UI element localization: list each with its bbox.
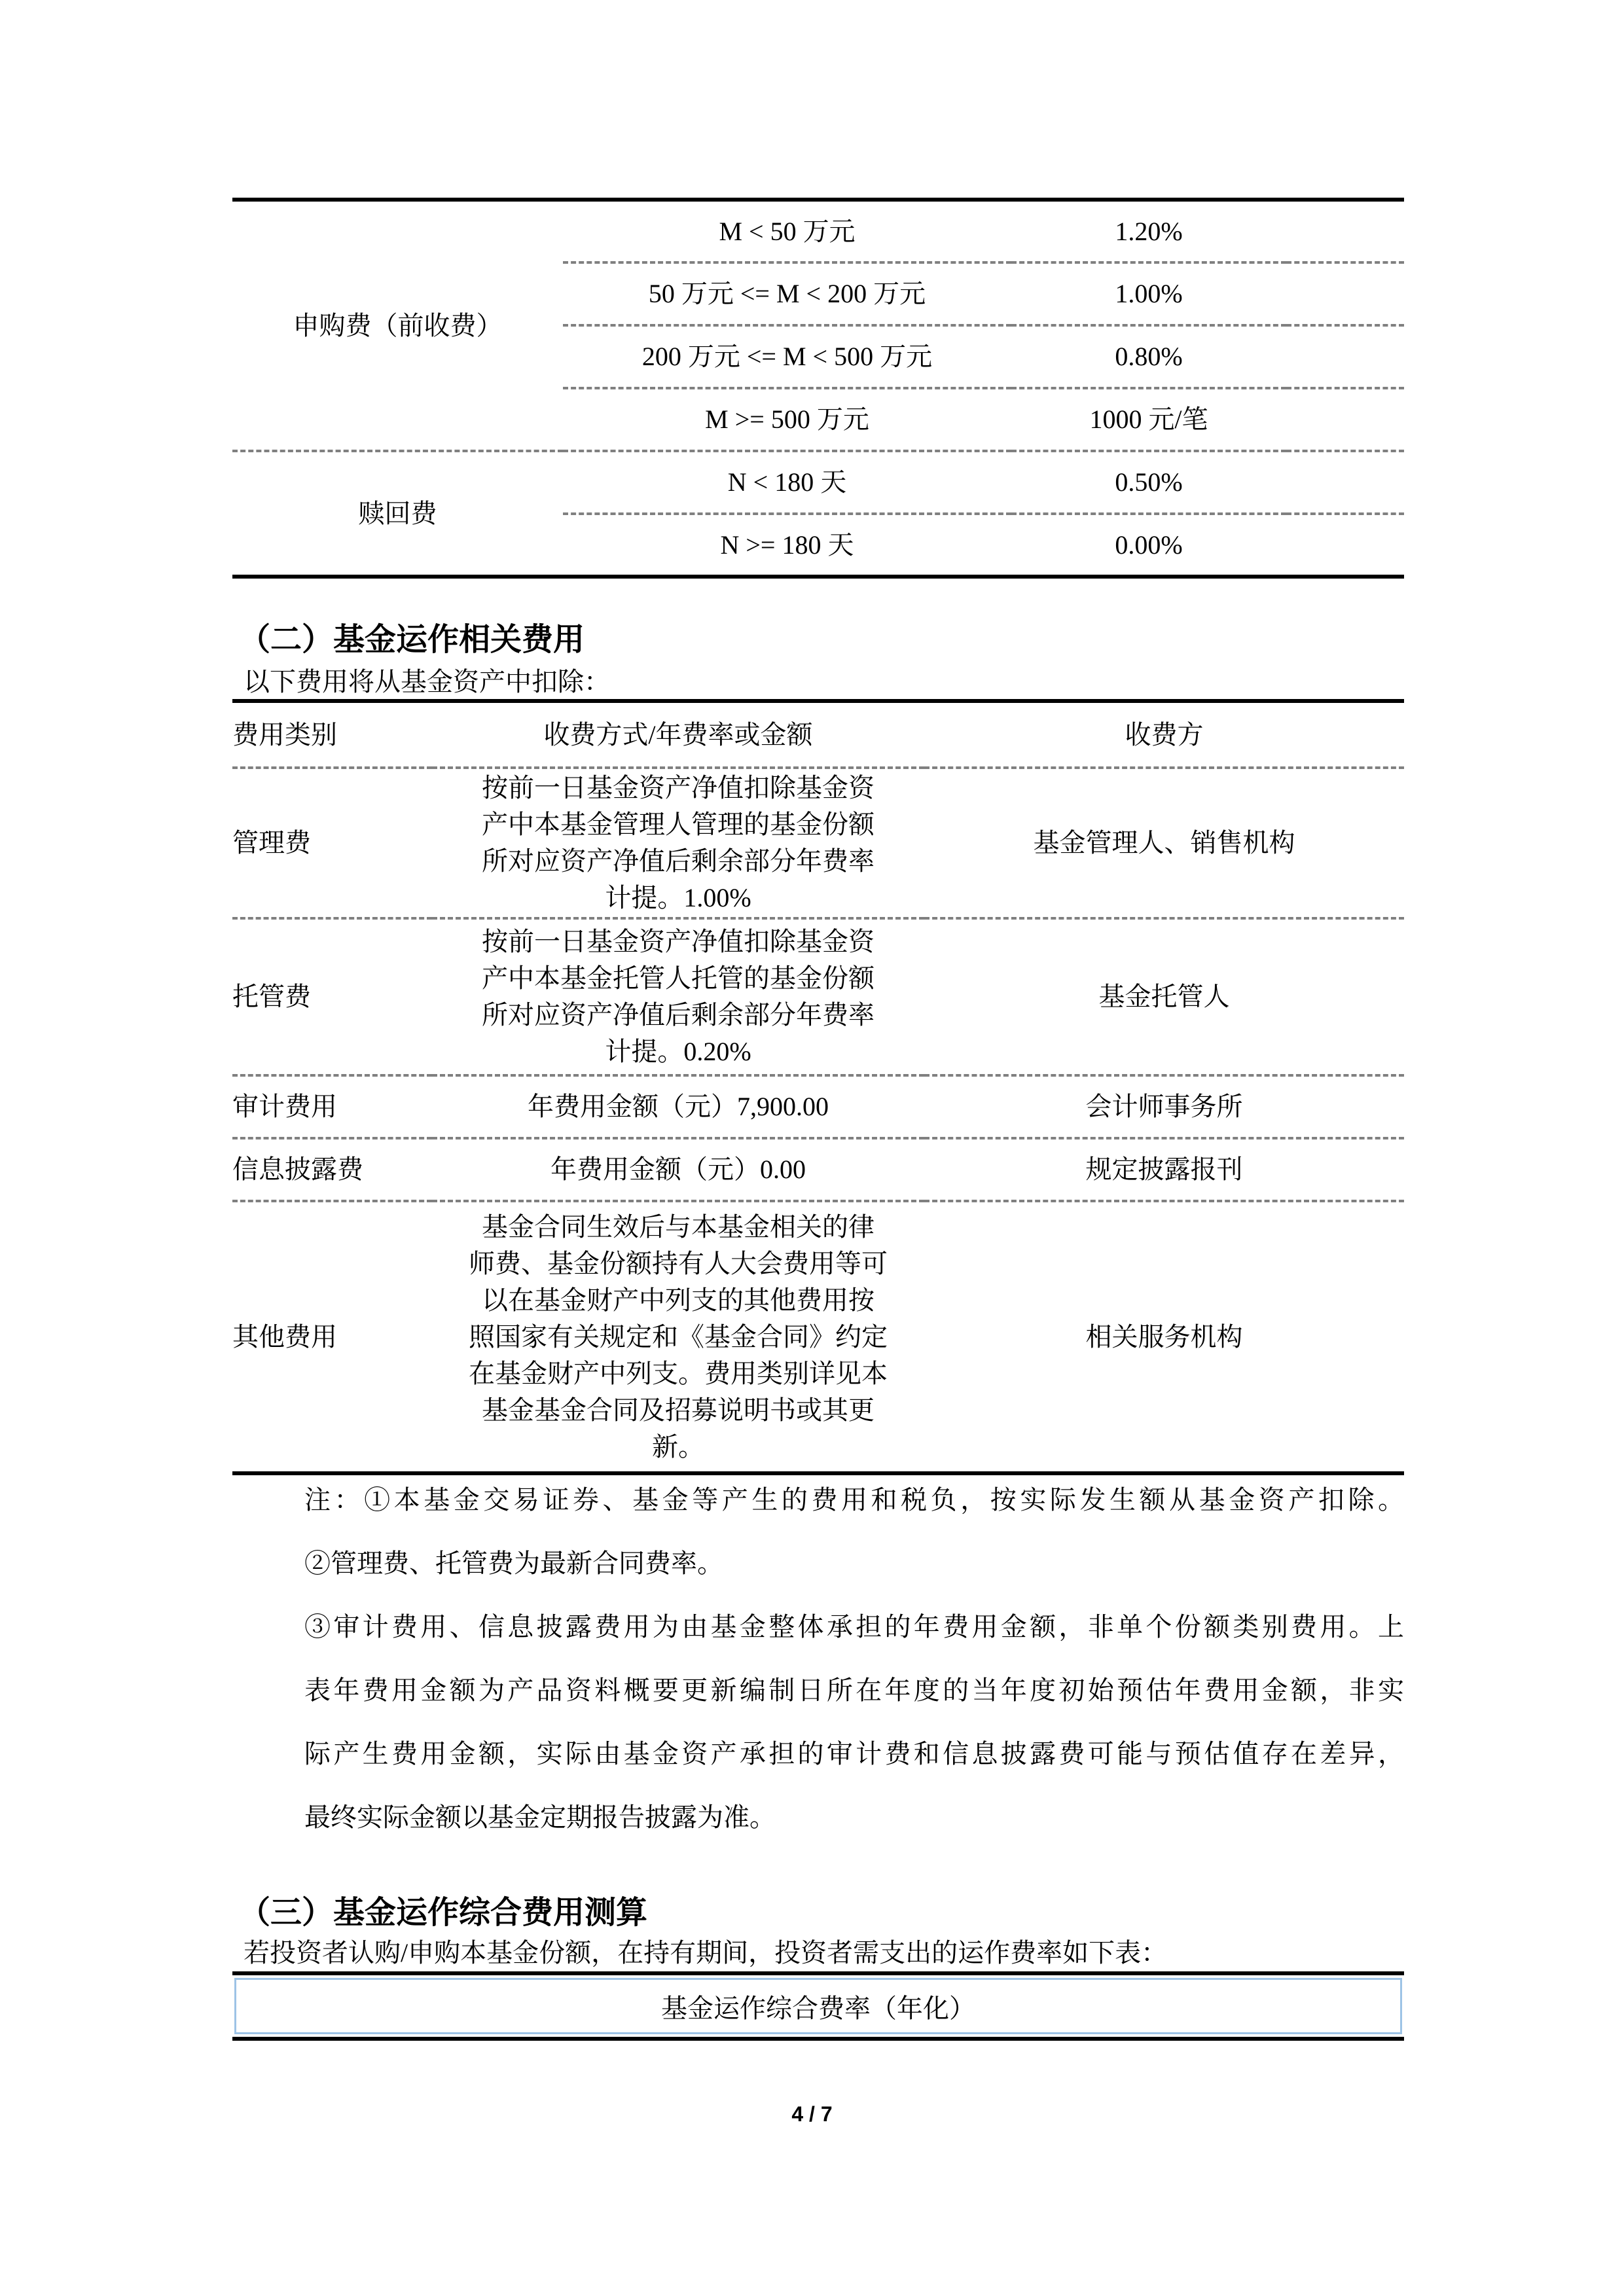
fee-method <box>432 1075 924 1138</box>
fee-method-line: 在基金财产中列支。费用类别详见本 <box>469 1358 888 1388</box>
fee-method-line: 年费用金额（元）7,900.00 <box>528 1092 829 1121</box>
fee-payee: 会计师事务所 <box>924 1075 1404 1138</box>
page-number: 4 / 7 <box>791 2102 833 2126</box>
empty-cell <box>1286 200 1404 262</box>
fee-method-line: 按前一日基金资产净值扣除基金资 <box>482 773 875 802</box>
fee-tier-rate: 1.00% <box>1011 262 1286 325</box>
fee-tier-rate: 1.20% <box>1011 200 1286 262</box>
fee-method-line: 计提。1.00% <box>605 883 751 912</box>
fee-payee: 基金托管人 <box>924 918 1404 1075</box>
fee-payee: 相关服务机构 <box>1085 1321 1243 1352</box>
comprehensive-fee-header-cell <box>234 1978 1402 2034</box>
column-header-fee-payee: 收费方 <box>924 701 1404 768</box>
operation-fee-table <box>232 699 1404 1475</box>
fee-tier-condition: M < 50 万元 <box>563 200 1011 262</box>
fee-payee: 规定披露报刊 <box>924 1138 1404 1201</box>
fee-category: 托管费 <box>232 918 432 1075</box>
fee-category: 审计费用 <box>232 1075 432 1138</box>
fee-method-line: 照国家有关规定和《基金合同》约定 <box>469 1321 888 1352</box>
fee-method-line: 产中本基金托管人托管的基金份额 <box>482 963 875 993</box>
fee-tier-condition: 200 万元 <= M < 500 万元 <box>563 325 1011 388</box>
fee-tier-condition: N >= 180 天 <box>720 529 854 560</box>
fee-tier-condition: M >= 500 万元 <box>563 388 1011 451</box>
fee-tier-rate: 0.50% <box>1011 451 1286 514</box>
fee-notes <box>304 1468 1404 1849</box>
fee-category: 其他费用 <box>232 1321 337 1352</box>
note-line: 最终实际金额以基金定期报告披露为准。 <box>304 1803 776 1832</box>
fee-method <box>432 1201 924 1473</box>
section-heading-operation-fees: （二）基金运作相关费用 <box>239 622 585 657</box>
empty-cell <box>1286 388 1404 451</box>
empty-cell <box>1286 325 1404 388</box>
note-line: ③审计费用、信息披露费用为由基金整体承担的年费用金额，非单个份额类别费用。上 <box>304 1612 1404 1641</box>
fee-tier-rate: 0.00% <box>1115 529 1183 560</box>
column-header-fee-category: 费用类别 <box>232 701 432 768</box>
empty-cell <box>1286 451 1404 514</box>
fee-category: 信息披露费 <box>232 1138 432 1201</box>
comprehensive-fee-table <box>232 1971 1404 2041</box>
fee-method <box>432 918 924 1075</box>
fee-method-line: 基金合同生效后与本基金相关的律 <box>482 1211 875 1242</box>
fee-tier-rate: 0.80% <box>1011 325 1286 388</box>
fee-group-label-redemption: 赎回费 <box>358 498 437 528</box>
fee-method-line: 基金基金合同及招募说明书或其更 <box>482 1395 875 1425</box>
fee-method <box>432 768 924 918</box>
empty-cell <box>1286 514 1404 577</box>
fee-tier-condition: N < 180 天 <box>563 451 1011 514</box>
fee-category: 管理费 <box>232 768 432 918</box>
fee-method-line: 所对应资产净值后剩余部分年费率 <box>482 846 875 876</box>
note-line: 表年费用金额为产品资料概要更新编制日所在年度的当年度初始预估年费用金额，非实 <box>304 1676 1404 1705</box>
note-line: 注：①本基金交易证券、基金等产生的费用和税负，按实际发生额从基金资产扣除。 <box>304 1485 1404 1515</box>
fee-method-line: 师费、基金份额持有人大会费用等可 <box>469 1248 888 1278</box>
note-line: 际产生费用金额，实际由基金资产承担的审计费和信息披露费可能与预估值存在差异， <box>304 1739 1404 1768</box>
fee-tier-condition: 50 万元 <= M < 200 万元 <box>563 262 1011 325</box>
fee-method-line: 按前一日基金资产净值扣除基金资 <box>482 927 875 956</box>
fee-payee: 基金管理人、销售机构 <box>924 768 1404 918</box>
section-intro-operation-fees: 以下费用将从基金资产中扣除： <box>244 667 610 696</box>
comprehensive-fee-title: 基金运作综合费率（年化） <box>661 1993 975 2023</box>
column-header-fee-method: 收费方式/年费率或金额 <box>432 701 924 768</box>
fee-method-line: 新。 <box>652 1431 704 1462</box>
fee-method <box>432 1138 924 1201</box>
note-line: ②管理费、托管费为最新合同费率。 <box>304 1549 723 1578</box>
fee-tier-rate: 1000 元/笔 <box>1011 388 1286 451</box>
fee-method-line: 年费用金额（元）0.00 <box>550 1155 806 1184</box>
fee-method-line: 以在基金财产中列支的其他费用按 <box>482 1285 875 1315</box>
subscription-redemption-fee-table <box>232 198 1404 579</box>
empty-cell <box>1286 262 1404 325</box>
section-intro-comprehensive-fee: 若投资者认购/申购本基金份额，在持有期间，投资者需支出的运作费率如下表： <box>244 1938 1168 1967</box>
fee-method-line: 所对应资产净值后剩余部分年费率 <box>482 1000 875 1030</box>
fee-group-label-subscription: 申购费（前收费） <box>232 200 563 451</box>
section-heading-comprehensive-fee: （三）基金运作综合费用测算 <box>239 1895 648 1930</box>
fee-method-line: 产中本基金管理人管理的基金份额 <box>482 810 875 839</box>
fee-method-line: 计提。0.20% <box>605 1037 751 1066</box>
